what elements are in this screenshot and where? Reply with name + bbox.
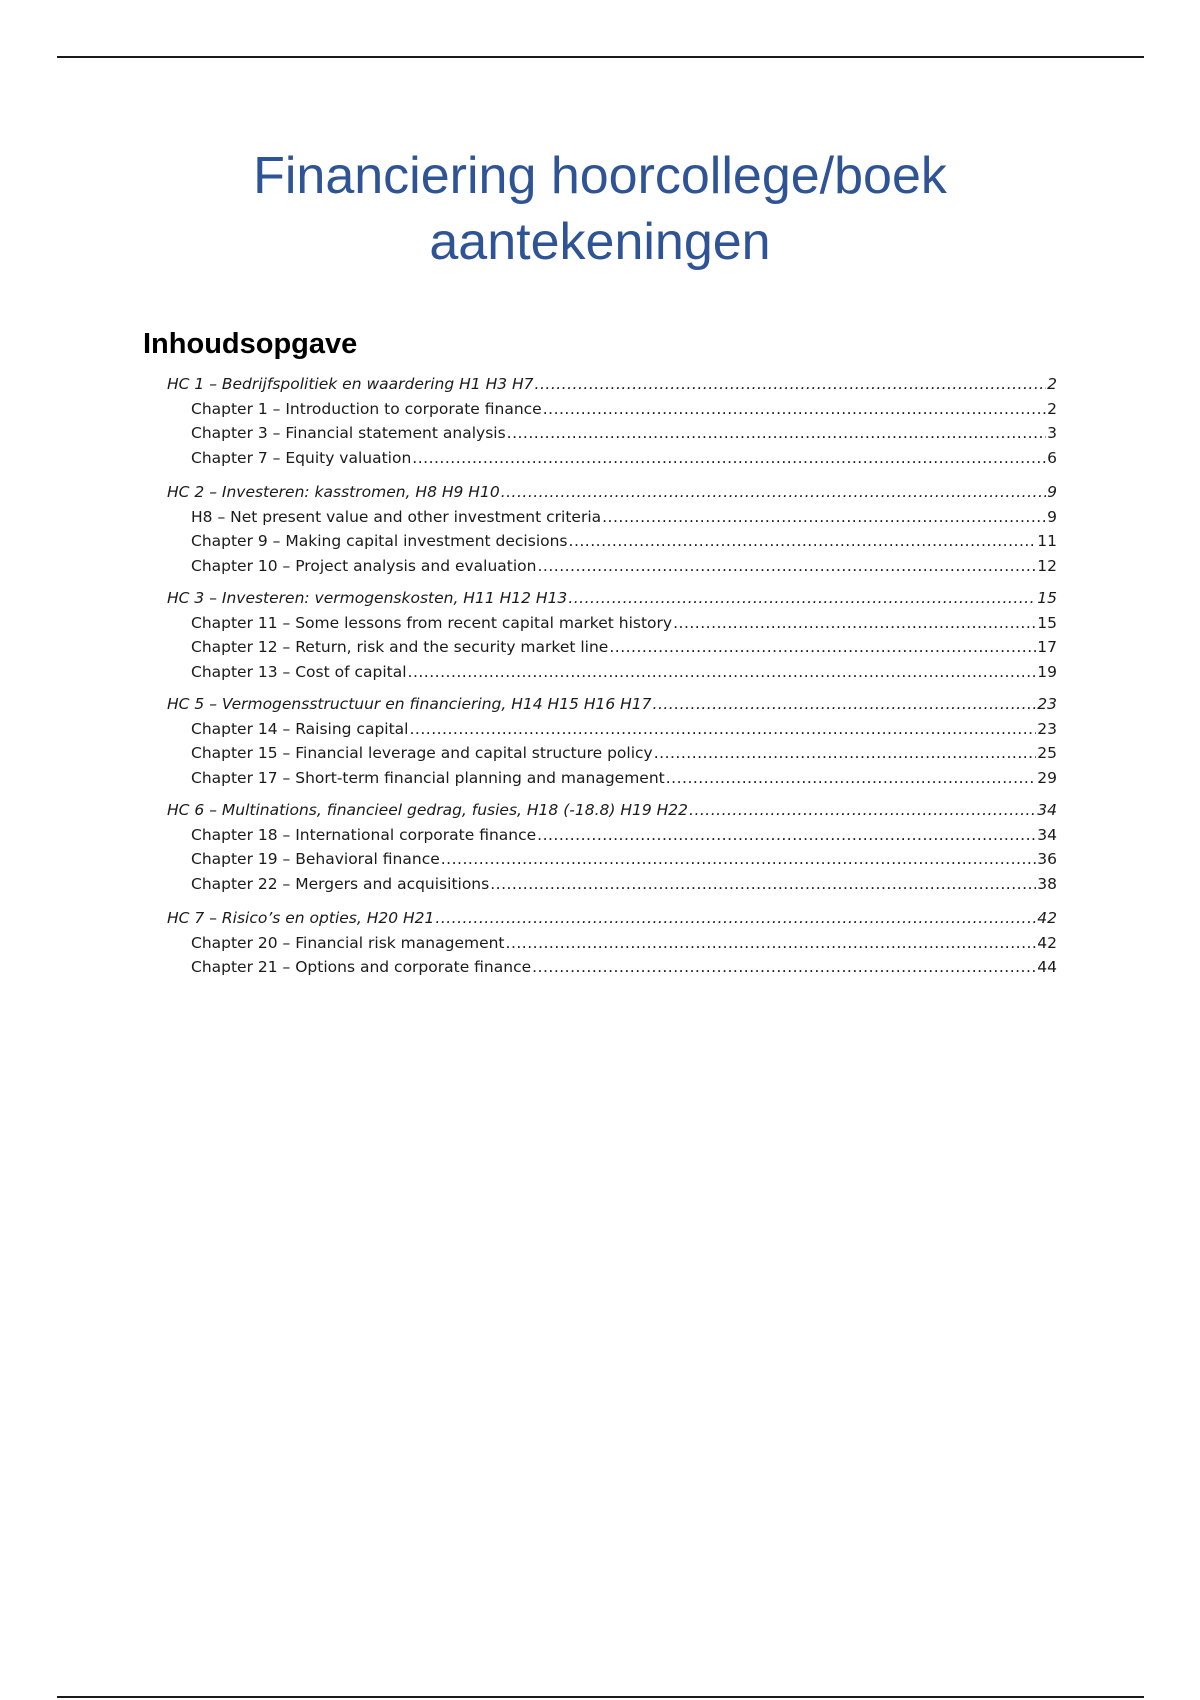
toc-lecture-entry[interactable] <box>167 589 1057 614</box>
toc-entry-label: Chapter 21 – Options and corporate finance <box>191 958 532 976</box>
toc-entry-label: HC 5 – Vermogensstructuur en financiering, H14 H15 H16 H17 <box>167 695 652 713</box>
toc-entry-label: Chapter 3 – Financial statement analysis <box>191 424 506 442</box>
toc-chapter-entry[interactable] <box>167 532 1057 557</box>
toc-entry-label: Chapter 20 – Financial risk management <box>191 933 505 952</box>
toc-page-number: 34 <box>1037 825 1057 844</box>
toc-dot-leader <box>412 449 1046 467</box>
toc-dot-leader <box>435 909 1036 927</box>
toc-dot-leader <box>673 614 1036 632</box>
toc-dot-leader <box>654 744 1037 762</box>
toc-chapter-entry[interactable] <box>167 769 1057 794</box>
toc-section <box>167 695 1057 793</box>
toc-page-number: 23 <box>1037 695 1057 713</box>
toc-entry-label: Chapter 14 – Raising capital <box>191 719 409 738</box>
toc-page-number: 36 <box>1037 850 1057 868</box>
toc-page-number: 6 <box>1047 448 1057 467</box>
toc-page-number: 29 <box>1037 768 1057 787</box>
toc-page-number: 11 <box>1037 532 1057 550</box>
toc-entry-label: HC 6 – Multinations, financieel gedrag, fusies, H18 (-18.8) H19 H22 <box>167 801 689 819</box>
toc-entry-label: Chapter 13 – Cost of capital <box>191 662 407 681</box>
toc-chapter-entry[interactable] <box>167 400 1057 425</box>
toc-dot-leader <box>602 508 1046 526</box>
toc-page-number: 42 <box>1037 933 1057 952</box>
toc-dot-leader <box>441 850 1037 868</box>
toc-lecture-entry[interactable] <box>167 801 1057 826</box>
toc-dot-leader <box>666 769 1037 787</box>
toc-chapter-entry[interactable] <box>167 720 1057 745</box>
toc-dot-leader <box>501 483 1046 501</box>
toc-lecture-entry[interactable] <box>167 375 1057 400</box>
toc-lecture-entry[interactable] <box>167 483 1057 508</box>
toc-entry-label: Chapter 9 – Making capital investment decisions <box>191 532 568 550</box>
toc-chapter-entry[interactable] <box>167 424 1057 449</box>
toc-entry-label: Chapter 10 – Project analysis and evaluation <box>191 556 537 575</box>
toc-page-number: 9 <box>1047 507 1057 526</box>
toc-entry-label: HC 3 – Investeren: vermogenskosten, H11 H12 H13 <box>167 589 568 607</box>
toc-dot-leader <box>543 400 1046 418</box>
toc-page-number: 25 <box>1037 744 1057 762</box>
toc-lecture-entry[interactable] <box>167 695 1057 720</box>
toc-lecture-entry[interactable] <box>167 909 1057 934</box>
toc-dot-leader <box>490 875 1036 893</box>
toc-entry-label: HC 2 – Investeren: kasstromen, H8 H9 H10 <box>167 483 500 501</box>
toc-page-number: 42 <box>1037 909 1057 927</box>
toc-chapter-entry[interactable] <box>167 875 1057 900</box>
header-rule <box>57 56 1144 58</box>
toc-page-number: 2 <box>1047 399 1057 418</box>
toc-chapter-entry[interactable] <box>167 850 1057 875</box>
toc-section <box>167 589 1057 687</box>
toc-entry-label: H8 – Net present value and other investment criteria <box>191 507 602 526</box>
toc-dot-leader <box>653 695 1037 713</box>
toc-chapter-entry[interactable] <box>167 958 1057 983</box>
toc-entry-label: HC 7 – Risico’s en opties, H20 H21 <box>167 909 435 927</box>
toc-page-number: 15 <box>1037 613 1057 632</box>
toc-page-number: 34 <box>1037 801 1057 819</box>
toc-chapter-entry[interactable] <box>167 557 1057 582</box>
toc-page-number: 2 <box>1047 375 1057 393</box>
document-title <box>0 143 1200 275</box>
toc-section <box>167 801 1057 899</box>
toc-entry-label: Chapter 19 – Behavioral finance <box>191 850 440 868</box>
toc-dot-leader <box>689 801 1036 819</box>
table-of-contents <box>167 375 1057 983</box>
toc-entry-label: Chapter 18 – International corporate finance <box>191 825 537 844</box>
toc-entry-label: Chapter 17 – Short-term financial planning and management <box>191 768 665 787</box>
toc-dot-leader <box>507 424 1046 442</box>
toc-dot-leader <box>609 638 1036 656</box>
document-title-line-1: Financiering hoorcollege/boek <box>253 147 947 205</box>
toc-dot-leader <box>506 934 1037 952</box>
toc-dot-leader <box>568 589 1036 607</box>
toc-entry-label: Chapter 12 – Return, risk and the security market line <box>191 638 609 656</box>
toc-page-number: 19 <box>1037 662 1057 681</box>
toc-section <box>167 375 1057 473</box>
toc-chapter-entry[interactable] <box>167 826 1057 851</box>
toc-page-number: 3 <box>1047 424 1057 442</box>
toc-dot-leader <box>535 375 1047 393</box>
toc-chapter-entry[interactable] <box>167 663 1057 688</box>
toc-dot-leader <box>408 663 1037 681</box>
toc-entry-label: Chapter 1 – Introduction to corporate finance <box>191 399 542 418</box>
toc-entry-label: Chapter 15 – Financial leverage and capital structure policy <box>191 744 653 762</box>
toc-page-number: 17 <box>1037 638 1057 656</box>
toc-dot-leader <box>537 557 1036 575</box>
toc-chapter-entry[interactable] <box>167 744 1057 769</box>
toc-page-number: 12 <box>1037 556 1057 575</box>
toc-page-number: 23 <box>1037 719 1057 738</box>
toc-entry-label: HC 1 – Bedrijfspolitiek en waardering H1 H3 H7 <box>167 375 534 393</box>
document-title-line-2: aantekeningen <box>429 213 771 271</box>
toc-chapter-entry[interactable] <box>167 449 1057 474</box>
toc-page-number: 9 <box>1047 483 1057 501</box>
toc-chapter-entry[interactable] <box>167 508 1057 533</box>
toc-entry-label: Chapter 11 – Some lessons from recent capital market history <box>191 613 673 632</box>
toc-dot-leader <box>532 958 1036 976</box>
toc-section <box>167 909 1057 983</box>
toc-dot-leader <box>537 826 1036 844</box>
toc-entry-label: Chapter 22 – Mergers and acquisitions <box>191 874 490 893</box>
toc-dot-leader <box>569 532 1037 550</box>
toc-dot-leader <box>409 720 1036 738</box>
toc-section <box>167 483 1057 581</box>
toc-page-number: 44 <box>1037 958 1057 976</box>
toc-chapter-entry[interactable] <box>167 614 1057 639</box>
toc-page-number: 15 <box>1037 589 1057 607</box>
toc-heading: Inhoudsopgave <box>143 328 358 360</box>
toc-page-number: 38 <box>1037 874 1057 893</box>
toc-chapter-entry[interactable] <box>167 934 1057 959</box>
toc-chapter-entry[interactable] <box>167 638 1057 663</box>
footer-rule <box>57 1696 1144 1698</box>
toc-entry-label: Chapter 7 – Equity valuation <box>191 448 412 467</box>
